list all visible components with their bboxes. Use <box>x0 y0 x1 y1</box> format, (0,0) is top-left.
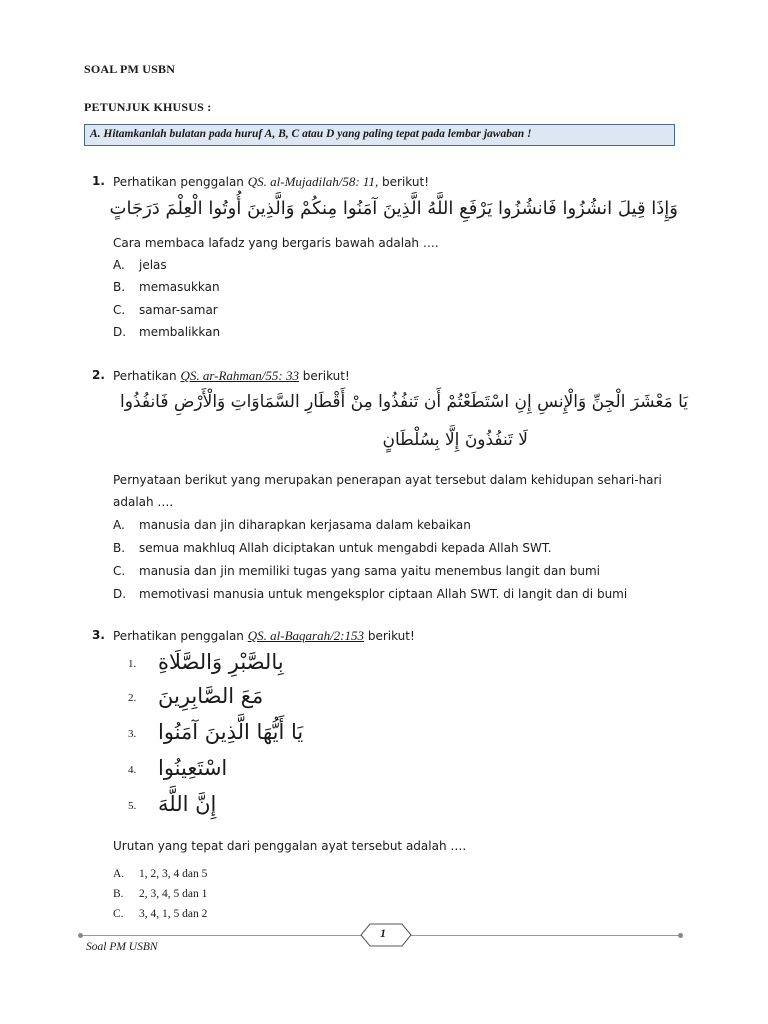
question-1-option-d: membalikkan <box>139 325 221 339</box>
question-2-prompt-line-2: adalah …. <box>113 495 174 509</box>
question-2-number: 2. <box>92 368 105 382</box>
question-3-option-c: 3, 4, 1, 5 dan 2 <box>139 908 208 920</box>
question-2-option-d: memotivasi manusia untuk mengeksplor ciptaan Allah SWT. di langit dan di bumi <box>139 587 628 601</box>
fragment-2-arabic: مَعَ الصَّابِرِينَ <box>158 684 264 708</box>
question-1-option-b: memasukkan <box>139 280 220 294</box>
question-1-option-b-letter: B. <box>113 280 126 294</box>
question-2-option-b: semua makhluq Allah diciptakan untuk mengabdi kepada Allah SWT. <box>139 541 552 555</box>
question-2-option-c: manusia dan jin memiliki tugas yang sama yaitu menembus langit dan bumi <box>139 564 601 578</box>
question-2-prompt-line-1: Pernyataan berikut yang merupakan penerapan ayat tersebut dalam kehidupan sehari-hari <box>113 473 662 487</box>
question-3-stem <box>113 628 415 644</box>
fragment-2-number: 2. <box>128 692 137 704</box>
fragment-3-arabic: يَا أَيُّهَا الَّذِينَ آمَنُوا <box>158 720 304 744</box>
question-1-number: 1. <box>92 174 105 188</box>
page-number-badge <box>360 922 412 948</box>
question-2-post: berikut! <box>298 369 350 383</box>
fragment-5-number: 5. <box>128 800 137 812</box>
question-2-option-d-letter: D. <box>113 587 127 601</box>
question-3-prompt: Urutan yang tepat dari penggalan ayat tersebut adalah …. <box>113 839 467 853</box>
instruction-box <box>84 124 675 146</box>
question-3-post: berikut! <box>364 629 415 643</box>
question-2-option-a: manusia dan jin diharapkan kerjasama dalam kebaikan <box>139 518 471 532</box>
question-1-option-c: samar-samar <box>139 303 218 317</box>
question-1-prompt: Cara membaca lafadz yang bergaris bawah adalah …. <box>113 236 439 250</box>
document-title: SOAL PM USBN <box>84 62 176 76</box>
fragment-3-number: 3. <box>128 728 137 740</box>
question-3-option-a: 1, 2, 3, 4 dan 5 <box>139 868 208 880</box>
question-1-post: berikut! <box>378 175 430 189</box>
fragment-4-arabic: اسْتَعِينُوا <box>158 756 228 780</box>
question-2-pre: Perhatikan <box>113 369 181 383</box>
question-1-option-d-letter: D. <box>113 325 127 339</box>
fragment-1-arabic: بِالصَّبْرِ وَالصَّلَاةِ <box>158 650 284 674</box>
footer-divider-left-dot <box>78 933 83 938</box>
question-1-pre: Perhatikan penggalan <box>113 175 248 189</box>
question-2-option-b-letter: B. <box>113 541 126 555</box>
question-1-arabic: وَإِذَا قِيلَ انشُزُوا فَانشُزُوا يَرْفَعِ اللَّهُ الَّذِينَ آمَنُوا مِنكُمْ وَالَّذِينَ أُوتُوا الْعِلْمَ دَرَجَاتٍ <box>109 198 678 219</box>
section-heading: PETUNJUK KHUSUS : <box>84 100 212 114</box>
footer-label: Soal PM USBN <box>86 941 158 953</box>
question-3-reference: QS. al-Baqarah/2:153 <box>247 628 365 643</box>
question-2-option-c-letter: C. <box>113 564 126 578</box>
page-number: 1 <box>380 926 386 940</box>
question-1-option-a: jelas <box>139 258 167 272</box>
question-3-option-c-letter: C. <box>113 908 124 920</box>
question-2-arabic-line-1: يَا مَعْشَرَ الْجِنِّ وَالْإِنسِ إِنِ اسْتَطَعْتُمْ أَن تَنفُذُوا مِنْ أَقْطَارِ السَّمَاوَاتِ وَالْأَرْضِ فَانفُذُوا <box>119 392 688 412</box>
question-1-stem <box>113 174 429 190</box>
question-2-reference: QS. ar-Rahman/55: 33 <box>180 368 299 383</box>
instruction-text: A. Hitamkanlah bulatan pada huruf A, B, C atau D yang paling tepat pada lembar jawaban ! <box>90 128 532 140</box>
question-3-pre: Perhatikan penggalan <box>113 629 248 643</box>
question-1-reference: QS. al-Mujadilah/58: 11, <box>247 174 379 189</box>
question-2-option-a-letter: A. <box>113 518 125 532</box>
footer-divider-right-dot <box>678 933 683 938</box>
fragment-5-arabic: إِنَّ اللَّهَ <box>158 792 217 816</box>
question-3-option-b: 2, 3, 4, 5 dan 1 <box>139 888 208 900</box>
question-3-option-a-letter: A. <box>113 868 125 880</box>
question-2-arabic-line-2: لَا تَنفُذُونَ إِلَّا بِسُلْطَانٍ <box>382 430 528 450</box>
question-3-option-b-letter: B. <box>113 888 124 900</box>
fragment-4-number: 4. <box>128 764 137 776</box>
question-3-number: 3. <box>92 628 105 642</box>
question-2-stem <box>113 368 350 384</box>
question-1-option-a-letter: A. <box>113 258 125 272</box>
fragment-1-number: 1. <box>128 658 137 670</box>
question-1-option-c-letter: C. <box>113 303 126 317</box>
